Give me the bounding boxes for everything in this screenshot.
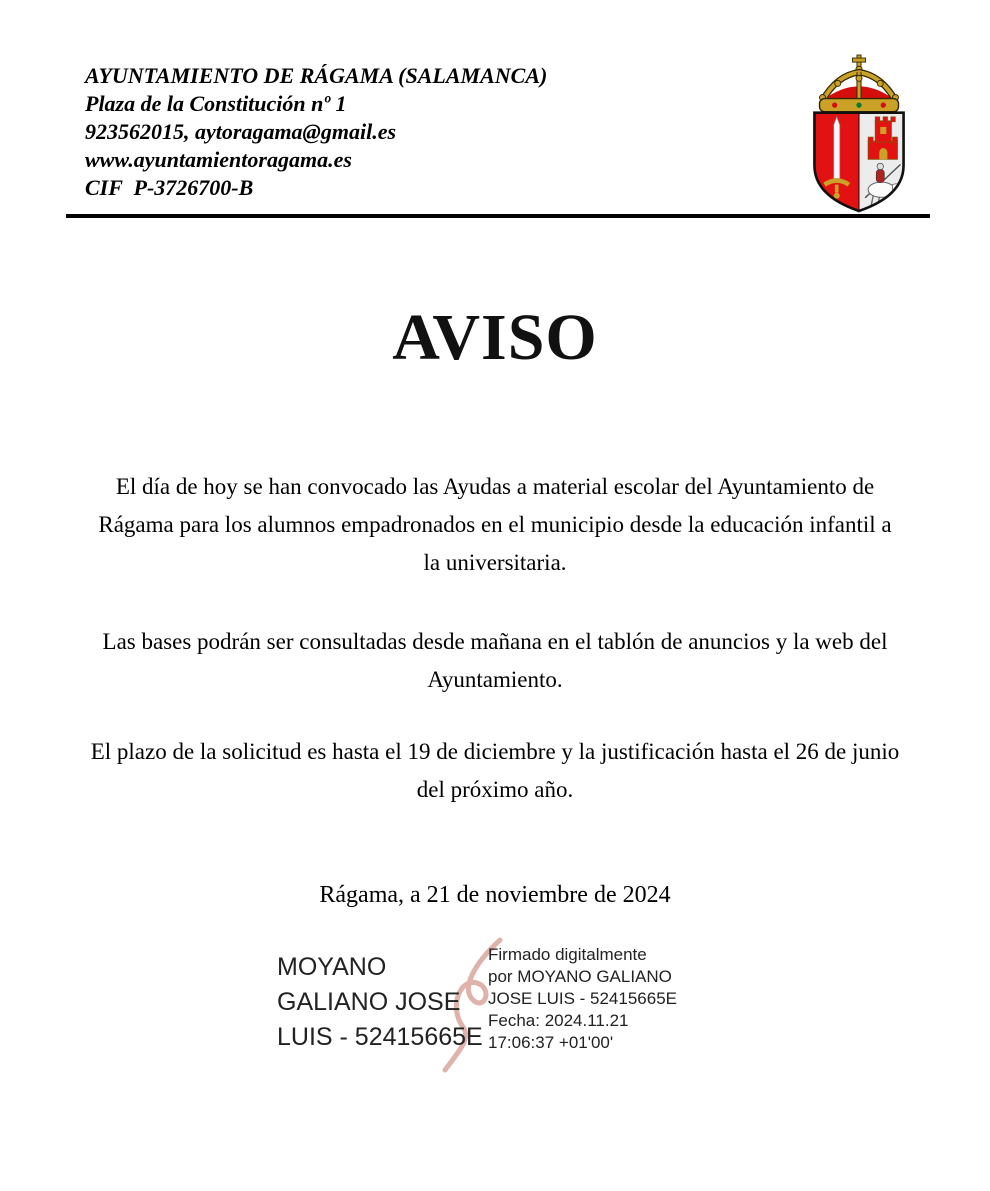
notice-paragraph-3: El plazo de la solicitud es hasta el 19 de diciembre y la justificación hasta el 26 de junio del próximo año. [90,739,900,802]
org-cif: CIF P-3726700-B [85,175,254,200]
signature-detail-line: Fecha: 2024.11.21 [488,1011,629,1030]
signature-name-line: GALIANO JOSE [277,988,461,1016]
notice-paragraph-2: Las bases podrán ser consultadas desde mañana en el tablón de anuncios y la web del Ayuntamiento. [102,629,888,692]
org-website: www.ayuntamientoragama.es [85,147,352,172]
signature-detail-line: 17:06:37 +01'00' [488,1033,614,1052]
org-address: Plaza de la Constitución nº 1 [85,91,347,116]
signature-name [277,950,483,1055]
signature-detail-line: Firmado digitalmente [488,945,647,964]
org-phone-email: 923562015, aytoragama@gmail.es [85,119,397,144]
notice-paragraph-1: El día de hoy se han convocado las Ayudas a material escolar del Ayuntamiento de Rágama para los alumnos empadronados en el municipio desde la educación infantil a la universitaria. [98,474,892,575]
signature-detail-line: por MOYANO GALIANO [488,967,672,986]
letterhead [85,62,547,202]
signature-name-line: LUIS - 52415665E [277,1023,483,1051]
signature-detail-line: JOSE LUIS - 52415665E [488,989,678,1008]
coat-of-arms-icon [806,54,912,214]
signature-details [488,944,677,1054]
notice-title: AVISO [392,301,598,374]
crown-icon [820,55,899,112]
dateline: Rágama, a 21 de noviembre de 2024 [319,882,671,908]
header-divider [66,214,930,218]
signature-name-line: MOYANO [277,953,387,981]
shield-icon [814,113,903,214]
org-name: AYUNTAMIENTO DE RÁGAMA (SALAMANCA) [85,63,548,88]
